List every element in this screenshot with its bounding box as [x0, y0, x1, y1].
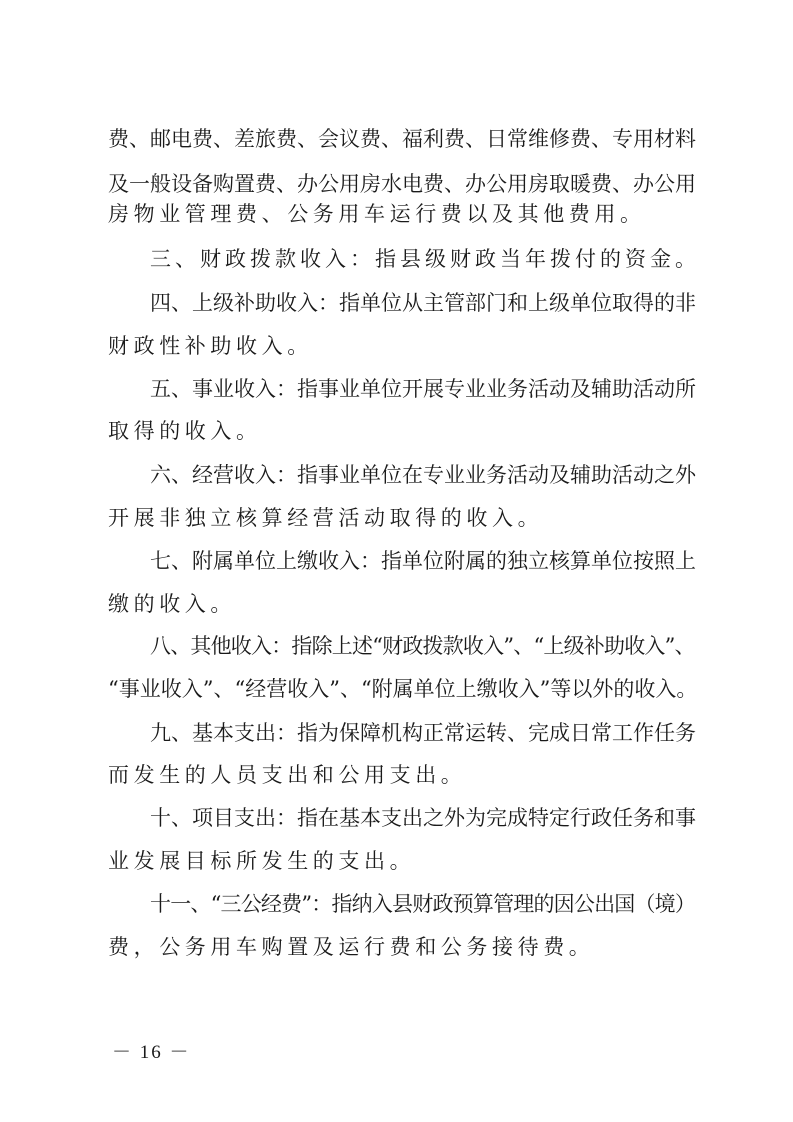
- text-line: 财政性补助收入。: [108, 334, 313, 358]
- page-number: － 16 －: [112, 1042, 191, 1063]
- text-line: “事业收入”、“经营收入”、“附属单位上缴收入”等以外的收入。: [108, 677, 698, 701]
- text-line: 业发展目标所发生的支出。: [108, 849, 416, 873]
- text-line: 四、上级补助收入：指单位从主管部门和上级单位取得的非: [150, 291, 696, 315]
- text-line: 房物业管理费、公务用车运行费以及其他费用。: [108, 202, 646, 226]
- text-line: 三、财政拨款收入：指县级财政当年拨付的资金。: [150, 247, 700, 271]
- text-line: 费、邮电费、差旅费、会议费、福利费、日常维修费、专用材料: [108, 127, 696, 151]
- text-line: 而发生的人员支出和公用支出。: [108, 763, 467, 787]
- text-line: 八、其他收入：指除上述“财政拨款收入”、“上级补助收入”、: [150, 634, 695, 658]
- text-line: 费，公务用车购置及运行费和公务接待费。: [108, 935, 595, 959]
- text-line: 及一般设备购置费、办公用房水电费、办公用房取暖费、办公用: [108, 172, 696, 196]
- text-line: 七、附属单位上缴收入：指单位附属的独立核算单位按照上: [150, 549, 696, 573]
- text-line: 十一、“三公经费”：指纳入县财政预算管理的因公出国（境）: [150, 892, 696, 916]
- text-line: 缴的收入。: [108, 592, 236, 616]
- text-line: 五、事业收入：指事业单位开展专业业务活动及辅助活动所: [150, 377, 696, 401]
- text-line: 开展非独立核算经营活动取得的收入。: [108, 506, 544, 530]
- text-line: 十、项目支出：指在基本支出之外为完成特定行政任务和事: [150, 806, 696, 830]
- text-line: 取得的收入。: [108, 419, 262, 443]
- text-line: 九、基本支出：指为保障机构正常运转、完成日常工作任务: [150, 721, 696, 745]
- text-line: 六、经营收入：指事业单位在专业业务活动及辅助活动之外: [150, 463, 696, 487]
